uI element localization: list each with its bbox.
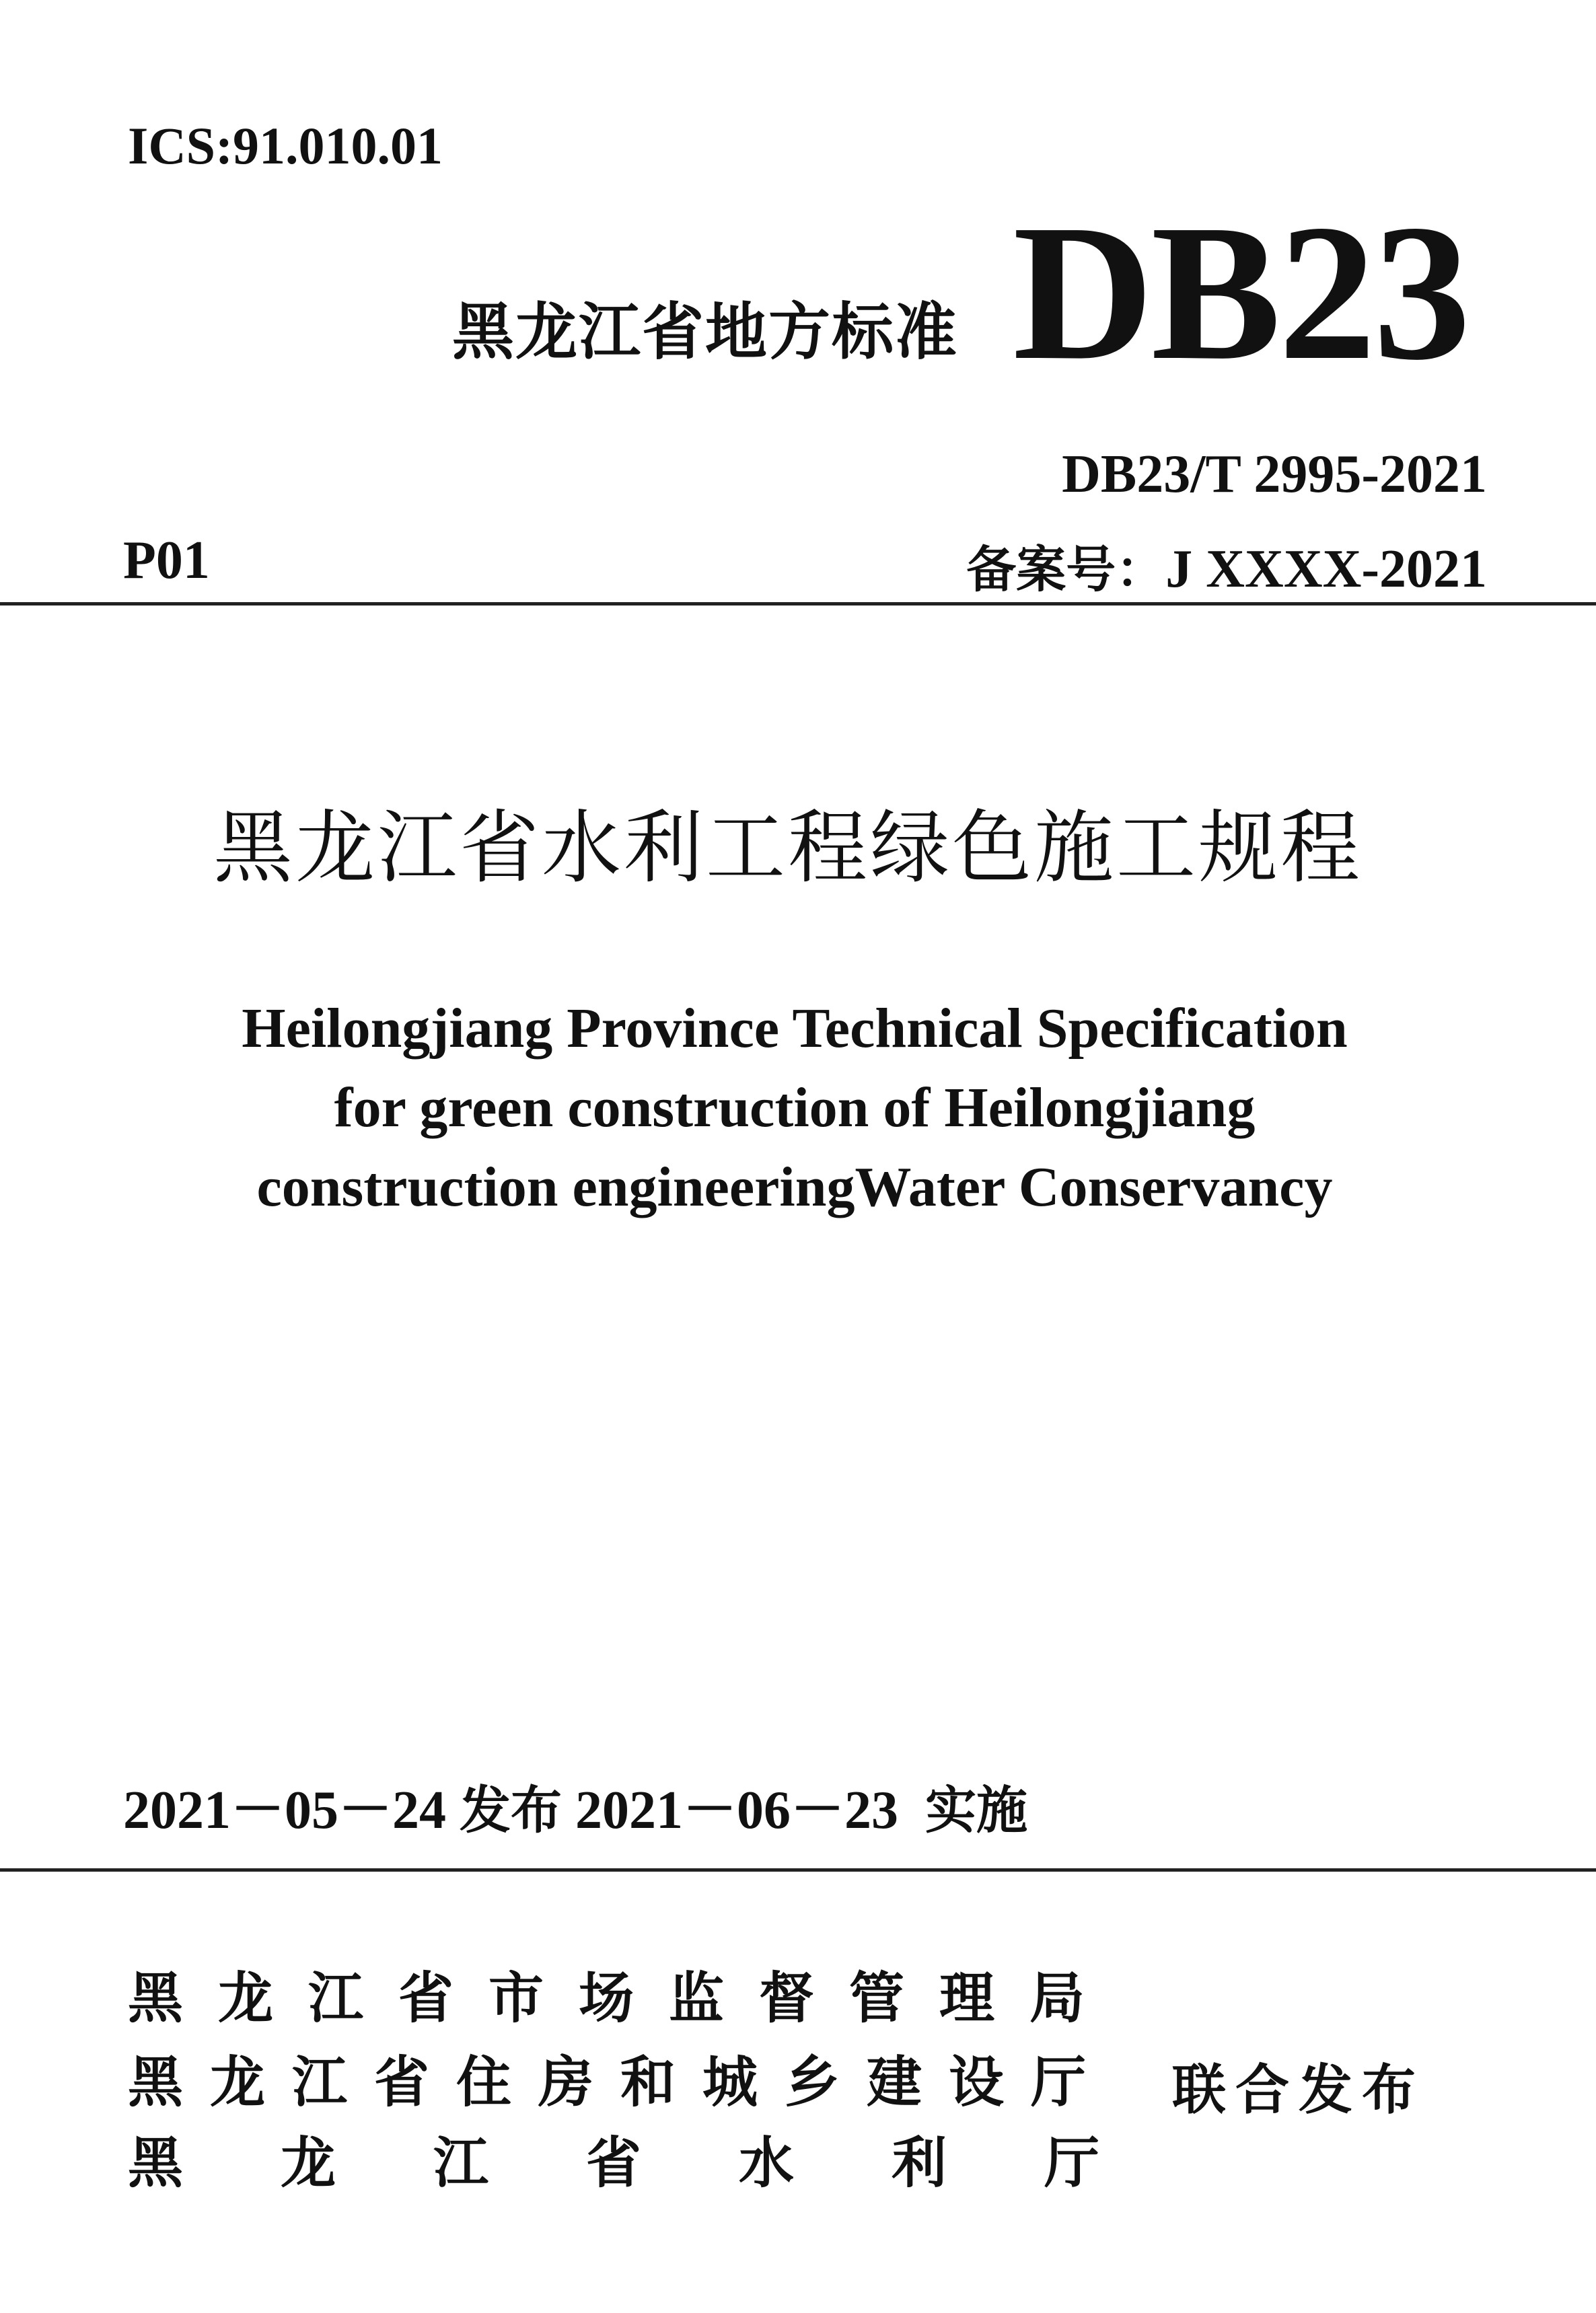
title-english <box>0 989 1593 1227</box>
issuer-housing-construction: 黑龙江省住房和城乡建设厅 <box>128 2051 1114 2115</box>
issuer-water-resources: 黑龙江省水利厅 <box>128 2131 1198 2195</box>
effective-label: 实施 <box>925 1780 1027 1840</box>
title-english-line: construction engineeringWater Conservancy <box>256 1156 1333 1218</box>
effective-date: 2021－06－23 <box>575 1781 898 1840</box>
joint-release-label: 联合发布 <box>1172 2059 1425 2121</box>
issuer-market-supervision: 黑龙江省市场监督管理局 <box>128 1967 1120 2030</box>
filing-value: J XXXX-2021 <box>1165 540 1487 599</box>
standard-number: DB23/T 2995-2021 <box>1062 445 1487 504</box>
ics-code: ICS:91.010.01 <box>128 116 443 175</box>
filing-label: 备案号： <box>966 541 1166 599</box>
title-english-line: Heilongjiang Province Technical Specification <box>242 997 1348 1060</box>
top-divider <box>0 602 1596 605</box>
issue-label: 发布 <box>460 1780 562 1840</box>
issue-date: 2021－05－24 <box>123 1781 446 1840</box>
title-chinese: 黑龙江省水利工程绿色施工规程 <box>213 801 1363 894</box>
classification-code: P01 <box>123 531 210 590</box>
dates-line <box>123 1766 1027 1843</box>
standard-type: 黑龙江省地方标准 <box>452 296 959 368</box>
filing-number <box>966 530 1487 601</box>
standard-code-logo: DB23 <box>1013 184 1468 400</box>
title-english-line: for green construction of Heilongjiang <box>334 1076 1256 1139</box>
bottom-divider <box>0 1868 1596 1872</box>
